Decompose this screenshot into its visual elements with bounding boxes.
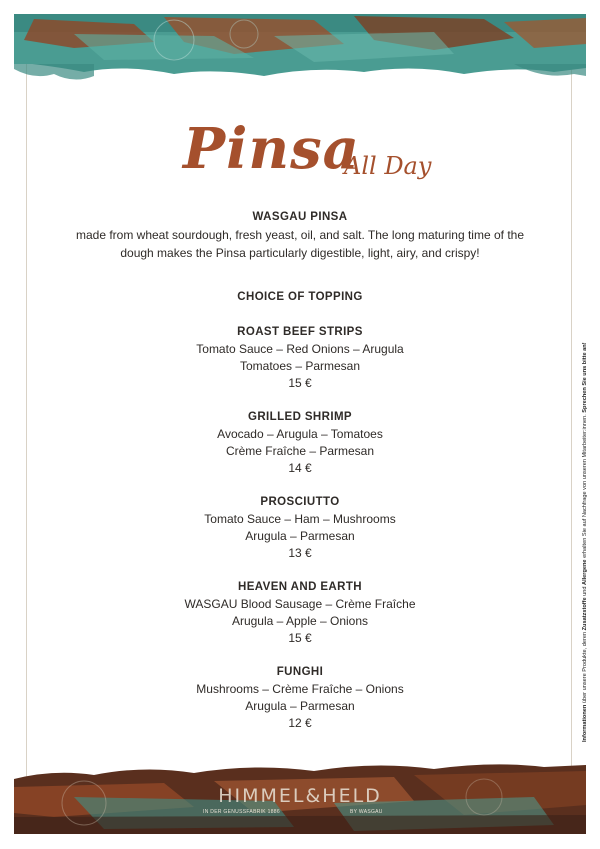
item-ingredients-2: Crème Fraîche – Parmesan: [225, 444, 375, 458]
side-note-bold-2: Zusatzstoffe: [582, 597, 588, 631]
title-main: Pinsa: [183, 116, 360, 182]
item-name: FUNGHI: [276, 666, 324, 678]
side-note-text-2: und: [582, 584, 588, 598]
choice-heading: CHOICE OF TOPPING: [237, 291, 363, 303]
item-price: 14 €: [288, 461, 312, 475]
menu-item: [60, 408, 540, 477]
intro-line-2: dough makes the Pinsa particularly digestible, light, airy, and crispy!: [120, 246, 480, 260]
menu-item: [60, 323, 540, 392]
menu-item: [60, 493, 540, 562]
choice-section: [60, 288, 540, 306]
item-ingredients-1: Tomato Sauce – Red Onions – Arugula: [196, 342, 404, 356]
item-ingredients-2: Arugula – Parmesan: [245, 699, 355, 713]
logo-by-wasgau: BY WASGAU: [350, 809, 383, 815]
menu-item: [60, 578, 540, 647]
side-note-text-1: über unsere Produkte, deren: [582, 630, 588, 705]
top-paint-band: [14, 14, 586, 84]
intro-line-1: made from wheat sourdough, fresh yeast, oil, and salt. The long maturing time of the: [75, 228, 525, 242]
side-note-text-3: erhalten Sie auf Nachfrage von unseren Mitarbeiter:innen.: [582, 412, 588, 560]
item-ingredients-2: Tomatoes – Parmesan: [239, 359, 361, 373]
item-ingredients-1: Mushrooms – Crème Fraîche – Onions: [196, 682, 404, 696]
side-note-bold-3: Allergene: [582, 559, 588, 585]
intro-heading: WASGAU PINSA: [252, 211, 348, 223]
item-name: HEAVEN AND EARTH: [238, 581, 362, 593]
logo-tagline: IN DER GENUSSFABRIK 1886: [203, 809, 280, 815]
item-price: 15 €: [288, 376, 312, 390]
item-price: 13 €: [288, 546, 312, 560]
item-name: GRILLED SHRIMP: [248, 411, 352, 423]
side-note-bold-1: Informationen: [582, 704, 588, 742]
menu-item: [60, 663, 540, 732]
title-sub: All Day: [344, 152, 432, 180]
menu-title: [0, 116, 600, 196]
intro-section: [60, 208, 540, 262]
allergen-side-note: [582, 342, 588, 742]
side-note-bold-4: Sprechen Sie uns bitte an!: [582, 342, 588, 413]
item-ingredients-2: Arugula – Parmesan: [245, 529, 355, 543]
item-ingredients-1: Tomato Sauce – Ham – Mushrooms: [204, 512, 396, 526]
item-price: 12 €: [288, 716, 312, 730]
item-ingredients-1: WASGAU Blood Sausage – Crème Fraîche: [184, 597, 416, 611]
menu-content: [60, 208, 540, 748]
item-name: ROAST BEEF STRIPS: [237, 326, 363, 338]
himmel-held-logo: [200, 785, 400, 815]
item-ingredients-1: Avocado – Arugula – Tomatoes: [217, 427, 383, 441]
logo-name: HIMMEL&HELD: [218, 785, 382, 807]
item-ingredients-2: Arugula – Apple – Onions: [231, 614, 369, 628]
item-name: PROSCIUTTO: [260, 496, 340, 508]
item-price: 15 €: [288, 631, 312, 645]
